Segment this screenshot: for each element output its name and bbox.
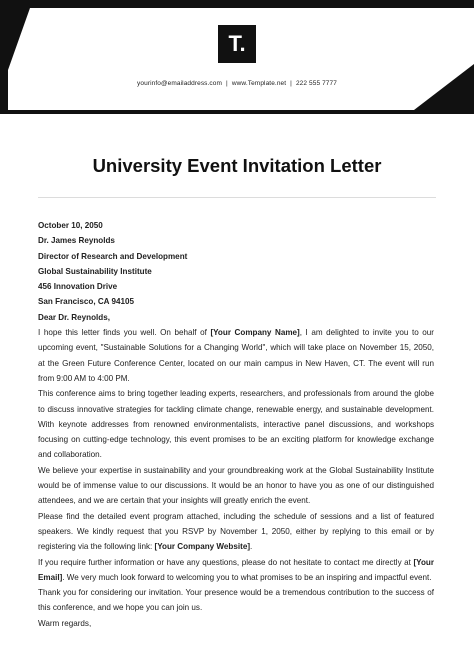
paragraph-3: We believe your expertise in sustainability and your groundbreaking work at the Global Sustainability Institute would be of immense value to our discussions. It would be an honor to have you as one of our distinguished attendees, and we are certain that your insights will greatly enrich the event.: [38, 465, 434, 506]
letter-body: [38, 218, 434, 631]
address-line-1: 456 Innovation Drive: [38, 282, 118, 292]
letterhead-header: [0, 0, 474, 114]
recipient-name: Dr. James Reynolds: [38, 236, 115, 246]
recipient-organization: Global Sustainability Institute: [38, 266, 152, 276]
contact-website: www.Template.net: [231, 80, 287, 87]
salutation: Dear Dr. Reynolds,: [38, 312, 110, 322]
letter-date: October 10, 2050: [38, 221, 103, 230]
company-logo: [218, 25, 256, 63]
closing: Warm regards,: [38, 618, 92, 628]
contact-email: yourinfo@emailaddress.com: [137, 80, 223, 87]
paragraph-4: [38, 509, 434, 555]
paragraph-5-text: If you require further information or have any questions, please do not hesitate to contact me directly at: [38, 557, 414, 567]
email-placeholder: [Your Email]: [38, 557, 434, 582]
contact-line: [0, 80, 474, 87]
recipient-title: Director of Research and Development: [38, 251, 188, 261]
company-name-placeholder: [Your Company Name]: [210, 328, 300, 338]
contact-separator: |: [226, 80, 228, 87]
paragraph-1: [38, 325, 434, 386]
company-website-placeholder: [Your Company Website]: [154, 542, 251, 552]
logo-letter: T.: [228, 31, 246, 56]
paragraph-5-text-end: . We very much look forward to welcoming you to what promises to be an inspiring and impactful event.: [62, 572, 432, 582]
paragraph-6: Thank you for considering our invitation. Your presence would be a tremendous contribution to the success of this conference, and we hope you can join us.: [38, 588, 434, 613]
paragraph-1-text: I hope this letter finds you well. On behalf of: [38, 328, 211, 338]
paragraph-2: This conference aims to bring together leading experts, researchers, and professionals from around the globe to discuss innovative strategies for tackling climate change, renewable energy, and sustainable development. With keynote addresses from renowned environmentalists, interactive panel discussions, and workshops focusing on cutting-edge technology, this event promises to be an exciting platform for knowledge exchange and collaboration.: [38, 389, 434, 460]
paragraph-4-text: Please find the detailed event program attached, including the schedule of sessions and a list of featured speakers. We kindly request that you RSVP by November 1, 2050, either by replying to this email or by registering via the following link:: [38, 511, 434, 552]
title-divider: [38, 197, 436, 198]
paragraph-1-text-end: , I am delighted to invite you to our upcoming event, "Sustainable Solutions for a Changing World", which will take place on November 15, 2050, at the Green Future Conference Center, located on our main campus in New Haven, CT. The event will run from 9:00 AM to 4:00 PM.: [38, 328, 434, 383]
address-line-2: San Francisco, CA 94105: [38, 297, 134, 307]
paragraph-5: [38, 555, 434, 586]
contact-phone: 222 555 7777: [295, 80, 337, 87]
paragraph-4-text-end: .: [250, 542, 253, 552]
contact-separator: |: [290, 80, 292, 87]
page-title: University Event Invitation Letter: [92, 155, 382, 176]
